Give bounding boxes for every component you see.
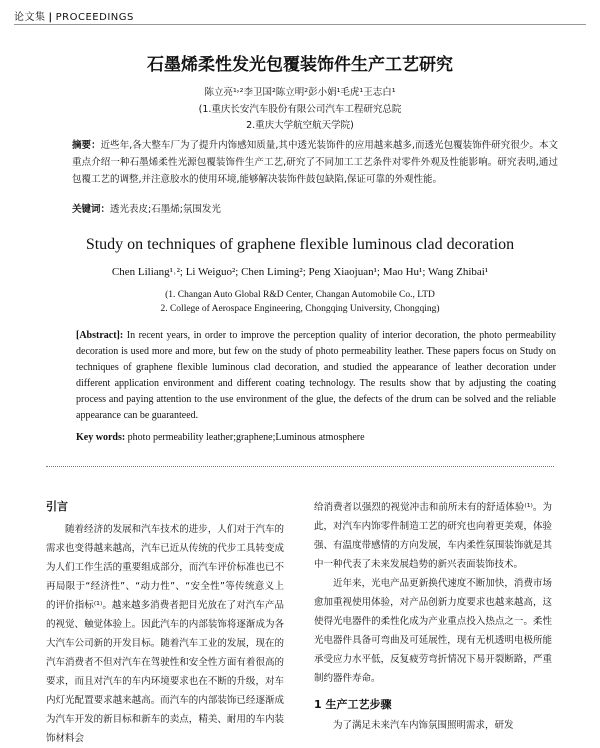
right-paragraph-1: 给消费者以强烈的视觉冲击和前所未有的舒适体验⁽¹⁾。为此，对汽车内饰零件制造工艺的研究也向着更美观，体验强、有温度带感情的方向发展，车内柔性氛围装饰就是其中一种代表了未来发展趋势的新兴表面装饰技术。: [314, 502, 552, 570]
abstract-en: [76, 328, 556, 424]
keywords-cn: [72, 201, 558, 218]
running-header: [14, 8, 134, 23]
header-rule: [14, 24, 586, 25]
left-column: [46, 498, 284, 748]
right-paragraph-2: 近年来，光电产品更新换代速度不断加快，消费市场愈加重视使用体验，对产品创新力度要求也越来越高，这使得光电器件的柔性化成为产业重点投入热点之一。柔性光电器件具备可弯曲及可延展性，现有无机透明电极所能承受应力水平低，反复疲劳弯折情况下易开裂断路，严重制约器件寿命。: [314, 578, 552, 684]
affiliation-en-2: 2. College of Aerospace Engineering, Chongqing University, Chongqing): [160, 304, 440, 314]
keywords-cn-text: 透光表皮;石墨烯;氛围发光: [110, 204, 221, 215]
header-separator: |: [48, 12, 53, 23]
keywords-en-text: photo permeability leather;graphene;Luminous atmosphere: [127, 432, 365, 443]
paper-title-en: Study on techniques of graphene flexible luminous clad decoration: [85, 236, 515, 253]
authors-cn: 陈立亮¹˒²李卫国²陈立明²彭小娟¹毛虎¹王志白¹: [204, 87, 396, 98]
affiliation-cn-1: (1.重庆长安汽车股份有限公司汽车工程研究总院: [198, 104, 402, 115]
section1-paragraph-1: 为了满足未来汽车内饰氛围照明需求，研发: [333, 720, 514, 731]
abstract-cn-label: 摘要：: [72, 140, 101, 151]
abstract-en-label: [Abstract]:: [76, 330, 124, 341]
affiliation-cn-2: 2.重庆大学航空航天学院): [246, 120, 354, 131]
authors-en: Chen Liliang¹˒²; Li Weiguo²; Chen Liming²; Peng Xiaojuan¹; Mao Hu¹; Wang Zhibai¹: [111, 266, 489, 278]
header-journal: PROCEEDINGS: [55, 12, 134, 23]
keywords-en-label: Key words:: [76, 432, 126, 443]
paper-title-cn: 石墨烯柔性发光包覆装饰件生产工艺研究: [147, 55, 453, 75]
abstract-cn: [72, 137, 558, 188]
keywords-cn-label: 关键词：: [72, 204, 111, 215]
abstract-cn-text: 近些年,各大整车厂为了提升内饰感知质量,其中透光装饰件的应用越来越多,而透光包覆装饰件研究很少。本文重点介绍一种石墨烯柔性光源包覆装饰件生产工艺,研究了不同加工工艺条件对零件外观及性能影响。研究表明,通过包覆工艺的调整,并注意胶水的使用环境,能够解决装饰件鼓包缺陷,保证可靠的外观性能。: [72, 140, 558, 185]
affiliation-en-1: (1. Changan Auto Global R&D Center, Changan Automobile Co., LTD: [165, 290, 435, 300]
section-divider: [46, 466, 554, 467]
section1-body: [314, 716, 552, 735]
right-body: [314, 498, 552, 688]
abstract-en-text: In recent years, in order to improve the perception quality of interior decoration, the photo permeability decoration is used more and more, but few on the study of photo permeability leather. These papers focus on Study on techniques of graphene flexible luminous clad decoration, and studied the appearance of leather decoration under different application environment and different coating technology. The results show that by adjusting the coating process and paying attention to the use environment of the glue, the defects of the drum can be solved and the reliable appearance can be guaranteed.: [76, 330, 557, 421]
intro-body: [46, 520, 284, 748]
right-column: [314, 498, 552, 735]
header-section: 论文集: [14, 12, 46, 23]
intro-heading: 引言: [46, 500, 68, 513]
intro-paragraph-1: 随着经济的发展和汽车技术的进步，人们对于汽车的需求也变得越来越高，汽车已近从传统的代步工具转变成为人们工作生活的重要组成部分，而汽车评价标准也已不再局限于“经济性”、“动力性”、“安全性”等传统意义上的评价指标⁽¹⁾。越来越多消费者把目光放在了对汽车产品的视觉、触觉体验上。因此汽车的内部装饰将逐渐成为各大汽车公司新的开发目标。随着汽车工业的发展，现在的汽车消费者不但对汽车在驾驶性和安全性方面有着很高的要求，而且对汽车的车内环境要求也在不断的升级，对车内灯光配置要求越来越高。而汽车的内部装饰已经逐渐成为汽车开发的新目标和新车的卖点，精美、耐用的车内装饰材料会: [46, 524, 284, 744]
keywords-en: [76, 432, 556, 443]
section1-heading: 1 生产工艺步骤: [314, 698, 392, 711]
